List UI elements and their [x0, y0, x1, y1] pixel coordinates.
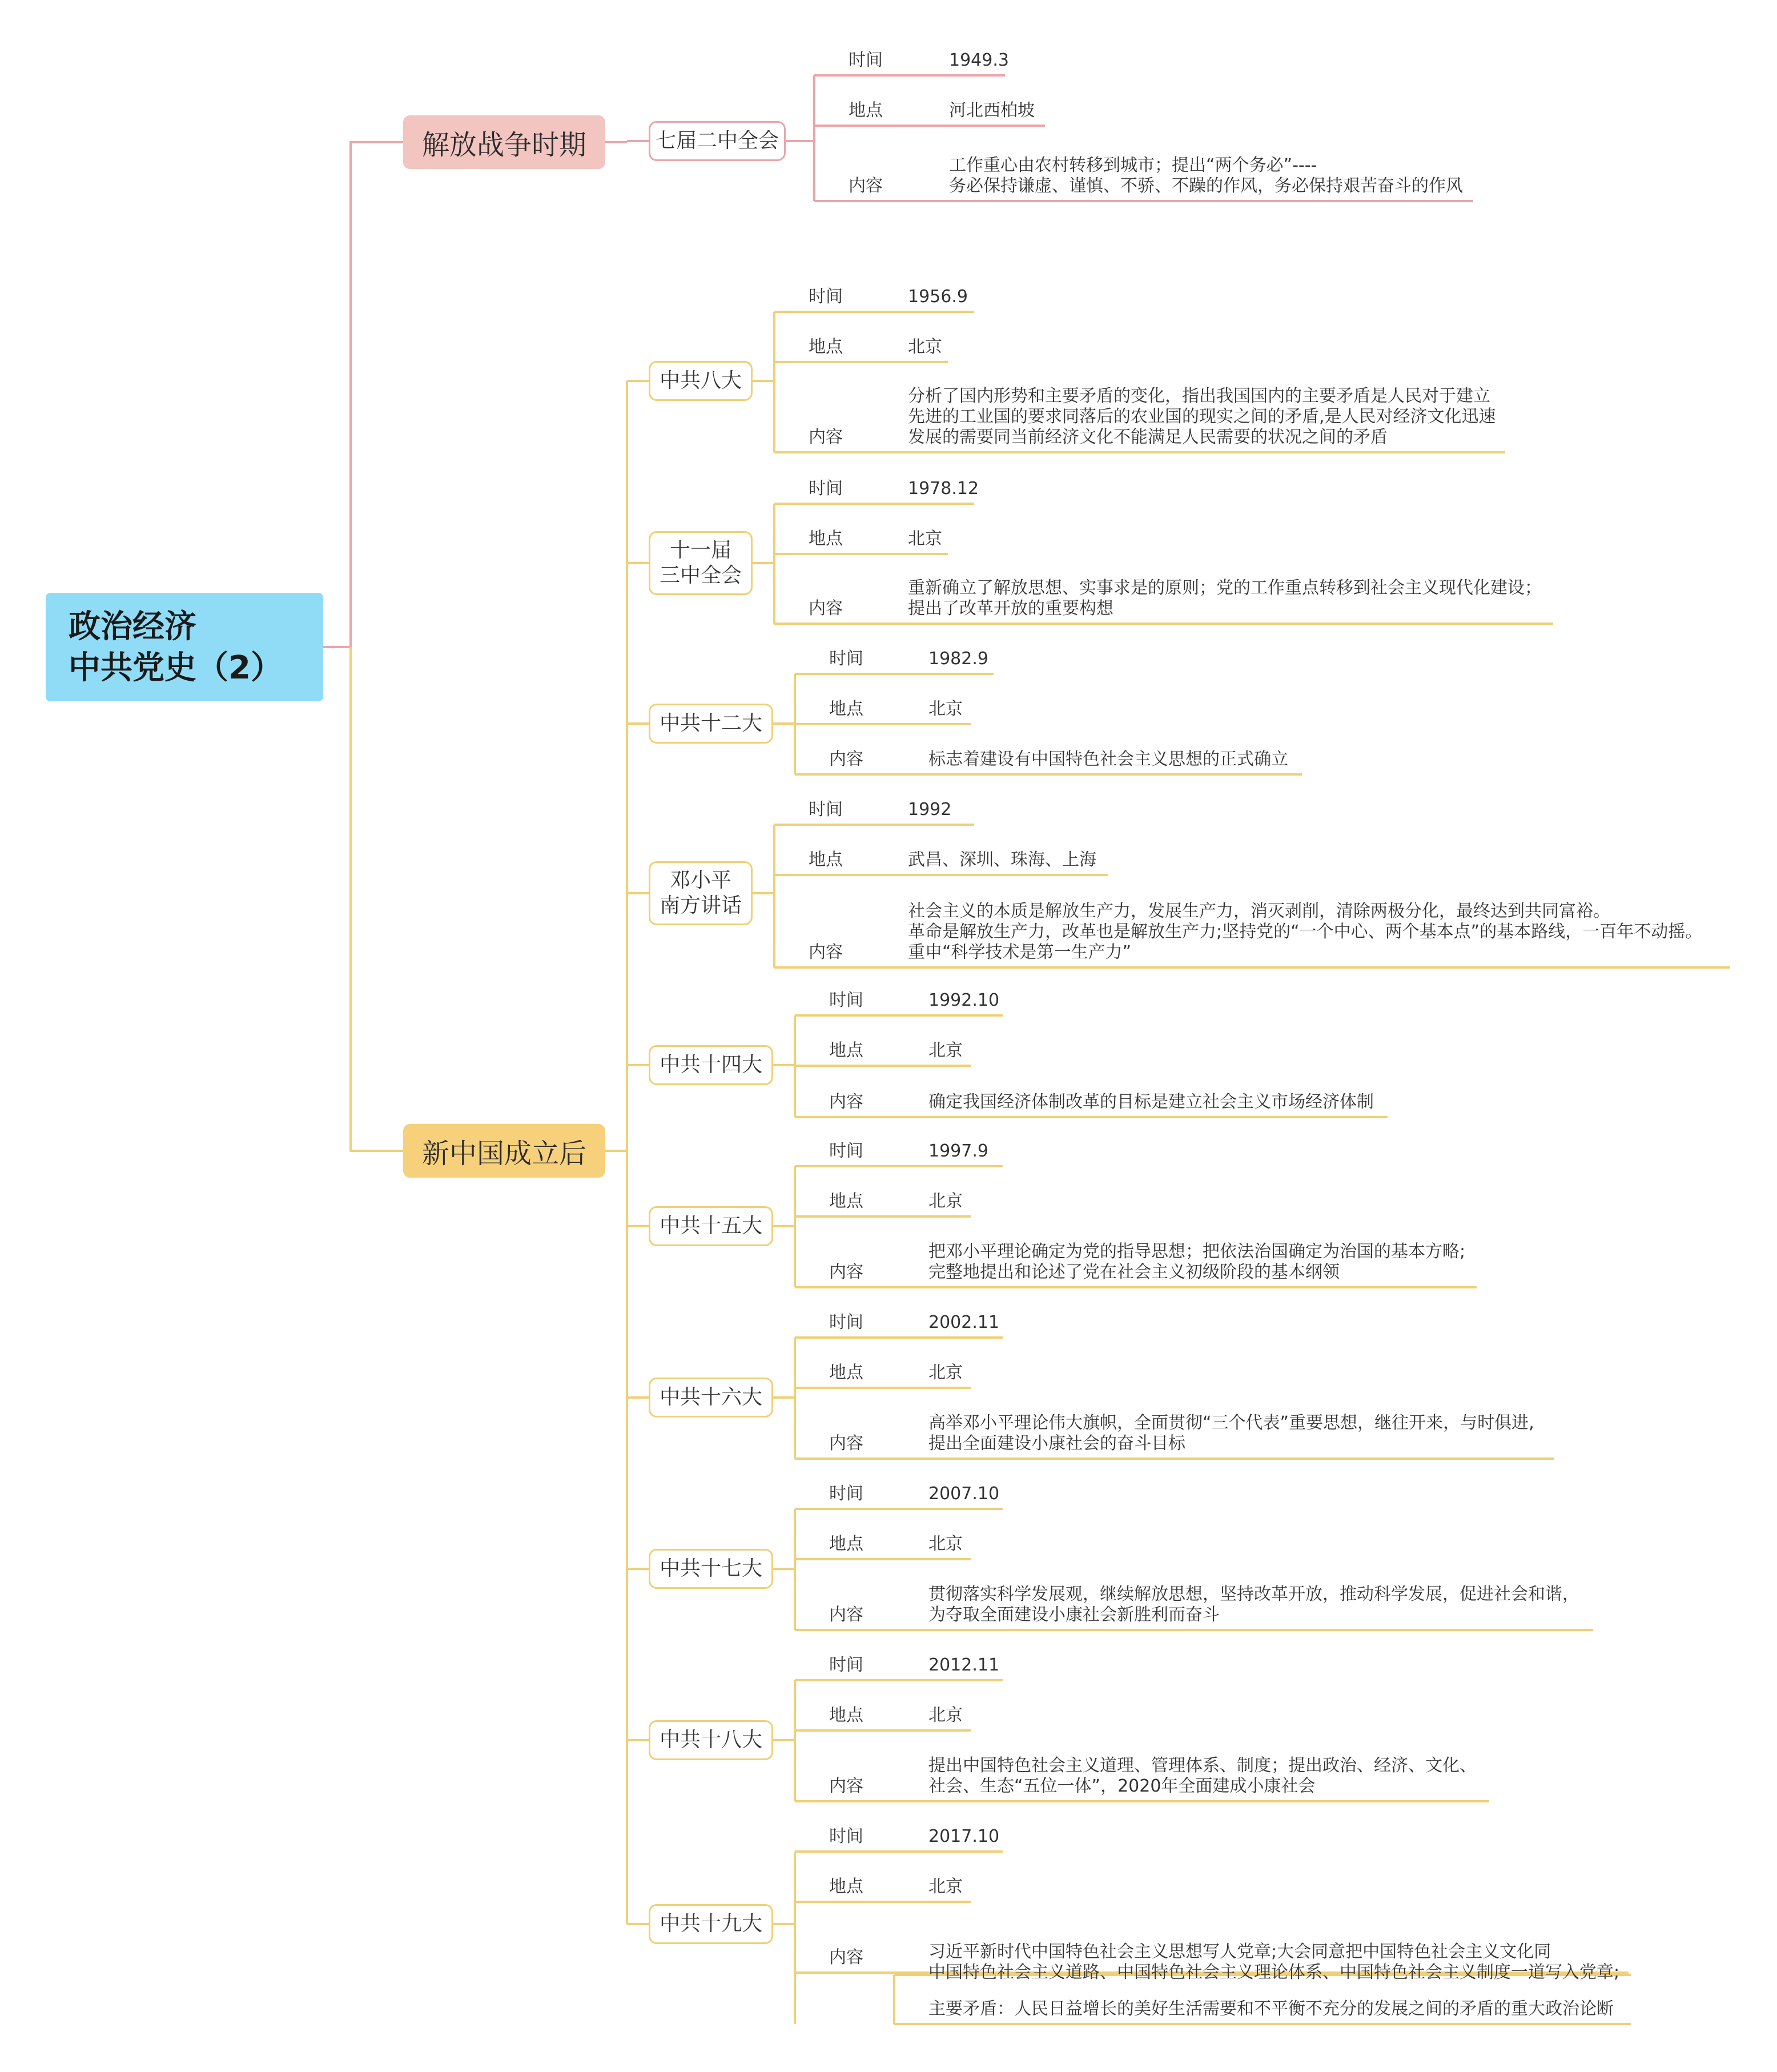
branch-connector-1 — [351, 647, 403, 1151]
event-node[interactable] — [649, 1045, 773, 1085]
event-node[interactable] — [649, 121, 786, 161]
content-line: 重新确立了解放思想、实事求是的原则；党的工作重点转移到社会主义现代化建设； — [908, 578, 1542, 598]
time-value: 1978.12 — [908, 479, 979, 499]
content-line: 提出中国特色社会主义道理、管理体系、制度；提出政治、经济、文化、 — [928, 1756, 1477, 1776]
event-name-line: 中共十五大 — [659, 1214, 762, 1238]
place-label: 地点 — [829, 1041, 863, 1061]
time-value: 2012.11 — [928, 1655, 1000, 1675]
content-line: 提出了改革开放的重要构想 — [908, 599, 1113, 619]
content-label: 内容 — [829, 1262, 863, 1282]
place-label: 地点 — [809, 337, 843, 357]
content-value — [928, 1584, 1579, 1625]
content-extra-value: 主要矛盾：人民日益增长的美好生活需要和不平衡不充分的发展之间的矛盾的重大政治论断 — [928, 1999, 1614, 2019]
event-name-line: 中共十八大 — [659, 1728, 762, 1752]
place-value: 北京 — [928, 1705, 963, 1725]
content-value — [908, 386, 1496, 448]
content-label: 内容 — [849, 176, 883, 196]
event-node[interactable] — [649, 704, 773, 744]
event-node[interactable] — [649, 1720, 773, 1760]
content-value — [949, 155, 1463, 196]
place-label: 地点 — [829, 1877, 863, 1897]
content-label: 内容 — [829, 1776, 863, 1796]
time-label: 时间 — [809, 800, 843, 820]
content-line: 先进的工业国的要求同落后的农业国的现实之间的矛盾,是人民对经济文化迅速 — [908, 407, 1496, 427]
content-value — [928, 1756, 1477, 1797]
place-value: 北京 — [928, 699, 963, 719]
root-title-line-1: 政治经济 — [69, 608, 196, 645]
event-name-line: 南方讲话 — [659, 894, 742, 917]
content-line: 革命是解放生产力，改革也是解放生产力;坚持党的“一个中心、两个基本点”的基本路线，一百年不动摇。 — [908, 922, 1703, 942]
branch-topic-1[interactable]: 新中国成立后 — [403, 1124, 605, 1178]
time-label: 时间 — [829, 649, 863, 669]
content-line: 贯彻落实科学发展观，继续解放思想，坚持改革开放，推动科学发展，促进社会和谐， — [928, 1584, 1579, 1604]
event-name-line: 中共十四大 — [659, 1053, 762, 1077]
time-label: 时间 — [829, 990, 863, 1010]
place-label: 地点 — [809, 850, 843, 870]
content-label: 内容 — [829, 1433, 863, 1453]
content-line: 确定我国经济体制改革的目标是建立社会主义市场经济体制 — [928, 1092, 1374, 1112]
event-node[interactable] — [649, 861, 753, 925]
place-label: 地点 — [829, 699, 863, 719]
place-value: 北京 — [928, 1877, 963, 1897]
event-name-line: 中共十六大 — [659, 1386, 762, 1409]
event-name-line: 中共十二大 — [659, 712, 762, 735]
time-label: 时间 — [829, 1312, 863, 1332]
event-node[interactable] — [649, 531, 753, 595]
content-line: 发展的需要同当前经济文化不能满足人民需要的状况之间的矛盾 — [908, 427, 1388, 447]
content-line: 把邓小平理论确定为党的指导思想；把依法治国确定为治国的基本方略; — [928, 1242, 1466, 1262]
time-label: 时间 — [809, 287, 843, 307]
event-name-line: 十一届 — [669, 539, 731, 562]
place-value: 北京 — [928, 1534, 963, 1554]
event-node[interactable] — [649, 1378, 773, 1418]
time-value: 2007.10 — [928, 1484, 1000, 1504]
content-label: 内容 — [829, 749, 863, 769]
event-name-line: 三中全会 — [659, 564, 742, 587]
content-value — [928, 1092, 1374, 1113]
event-node[interactable] — [649, 1549, 773, 1589]
place-label: 地点 — [829, 1191, 863, 1211]
content-label: 内容 — [809, 942, 843, 962]
root-topic[interactable] — [46, 593, 323, 701]
content-value — [928, 1942, 1619, 1983]
content-line: 社会主义的本质是解放生产力，发展生产力，消灭剥削，清除两极分化，最终达到共同富裕。 — [908, 901, 1610, 921]
time-label: 时间 — [849, 50, 883, 70]
content-value — [908, 578, 1542, 619]
branch-topic-0[interactable]: 解放战争时期 — [403, 115, 605, 169]
place-value: 北京 — [908, 337, 942, 357]
place-label: 地点 — [829, 1534, 863, 1554]
place-value: 北京 — [928, 1041, 963, 1061]
content-line: 中国特色社会主义道路、中国特色社会主义理论体系、中国特色社会主义制度一道写入党章; — [928, 1962, 1620, 1982]
place-label: 地点 — [829, 1705, 863, 1725]
place-label: 地点 — [829, 1363, 863, 1383]
place-label: 地点 — [809, 529, 843, 549]
time-label: 时间 — [809, 479, 843, 499]
content-line: 工作重心由农村转移到城市；提出“两个务必”---- — [949, 155, 1317, 175]
event-node[interactable] — [649, 361, 753, 401]
place-value: 北京 — [908, 529, 942, 549]
event-node[interactable] — [649, 1904, 773, 1944]
time-label: 时间 — [829, 1141, 863, 1161]
place-label: 地点 — [849, 101, 883, 121]
time-label: 时间 — [829, 1826, 863, 1846]
content-line: 提出全面建设小康社会的奋斗目标 — [928, 1433, 1185, 1453]
event-name-line: 七届二中全会 — [655, 129, 779, 152]
time-value: 2002.11 — [928, 1312, 1000, 1332]
content-line: 完整地提出和论述了党在社会主义初级阶段的基本纲领 — [928, 1262, 1340, 1282]
content-value — [908, 901, 1702, 963]
content-label: 内容 — [829, 1947, 863, 1967]
place-value: 河北西柏坡 — [949, 101, 1035, 121]
time-value: 1956.9 — [908, 287, 968, 307]
content-label: 内容 — [809, 599, 843, 619]
place-value: 北京 — [928, 1363, 963, 1383]
time-value: 1997.9 — [928, 1141, 988, 1161]
event-name-line: 邓小平 — [669, 869, 731, 892]
content-label: 内容 — [829, 1605, 863, 1625]
time-label: 时间 — [829, 1655, 863, 1675]
content-line: 重申“科学技术是第一生产力” — [908, 942, 1132, 962]
event-name-line: 中共十九大 — [659, 1912, 762, 1936]
time-value: 1992.10 — [928, 990, 1000, 1010]
content-line: 高举邓小平理论伟大旗帜，全面贯彻“三个代表”重要思想，继往开来，与时俱进, — [928, 1413, 1534, 1433]
time-value: 1992 — [908, 800, 952, 820]
time-value: 2017.10 — [928, 1826, 1000, 1846]
content-value — [928, 1242, 1465, 1283]
content-label: 内容 — [829, 1092, 863, 1112]
event-node[interactable] — [649, 1206, 773, 1246]
content-value — [928, 749, 1288, 770]
time-value: 1982.9 — [928, 649, 988, 669]
event-name-line: 中共十七大 — [659, 1557, 762, 1580]
content-line: 社会、生态“五位一体”，2020年全面建成小康社会 — [928, 1776, 1316, 1796]
time-value: 1949.3 — [949, 50, 1009, 70]
event-name-line: 中共八大 — [659, 369, 742, 392]
place-value: 北京 — [928, 1191, 963, 1211]
root-title-line-2: 中共党史（2） — [69, 649, 283, 686]
place-value: 武昌、深圳、珠海、上海 — [908, 850, 1096, 870]
content-value — [928, 1413, 1534, 1454]
content-line: 为夺取全面建设小康社会新胜利而奋斗 — [928, 1605, 1220, 1625]
time-label: 时间 — [829, 1484, 863, 1504]
content-label: 内容 — [809, 427, 843, 447]
content-line: 分析了国内形势和主要矛盾的变化，指出我国国内的主要矛盾是人民对于建立 — [908, 386, 1490, 406]
content-line: 务必保持谦虚、谨慎、不骄、不躁的作风，务必保持艰苦奋斗的作风 — [949, 176, 1463, 196]
content-line: 标志着建设有中国特色社会主义思想的正式确立 — [928, 749, 1288, 769]
content-line: 习近平新时代中国特色社会主义思想写人党章;大会同意把中国特色社会主义文化同 — [928, 1942, 1551, 1962]
branch-connector-0 — [351, 142, 403, 647]
